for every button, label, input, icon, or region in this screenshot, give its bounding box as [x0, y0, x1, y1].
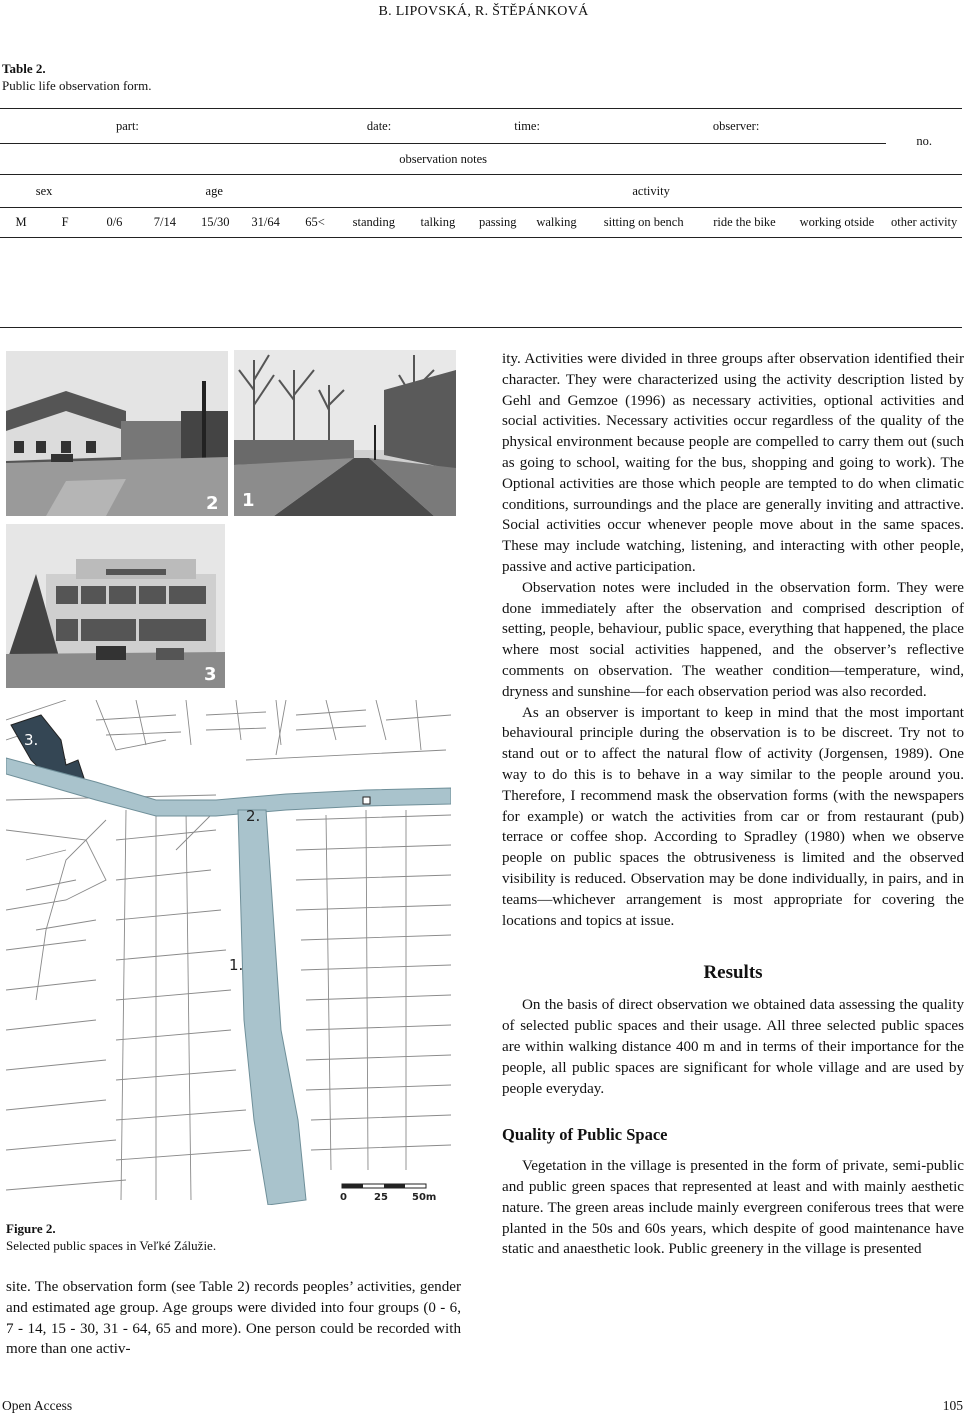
cell-activity: activity: [340, 175, 962, 208]
paragraph: ity. Activities were divided in three groups after observation identified their character. They were characterized using the activity description listed by Gehl and Gemzoe (1996) as necessary activities, optional activities and social activities. Necessary activities occur regardless of the quality of the physical environment because people are compelled to carry them out (such as going to school, waiting for the bus, shopping and going to work). The Optional activities are those which people are tempted to do when climatic conditions, surroundings and the place are generally inviting and attractive. Social activities occur whenever people move about in the same spaces. These may include watching, listening, and interacting with other people, passive and active participation.: [502, 351, 964, 575]
map-label-3: 3.: [24, 731, 39, 749]
page-number: 105: [942, 1398, 963, 1413]
cell-age: age: [88, 175, 340, 208]
svg-text:0: 0: [340, 1192, 347, 1203]
cell-age-31-64: 31/64: [242, 208, 290, 238]
cell-observation-notes: observation notes: [0, 144, 886, 175]
photo-building-3: [6, 524, 225, 688]
subsection-heading-quality: Quality of Public Space: [502, 1125, 668, 1145]
paragraph: Vegetation in the village is presented in the form of private, semi-public and public green spaces that represented at least and with mainly aesthetic nature. The green areas include mainly evergreen coniferous trees that were planted in the 50s and 60s years, which despite of good maintenance have static and anaesthetic look. Public greenery in the village is presented: [502, 1158, 964, 1258]
cell-age-7-14: 7/14: [141, 208, 189, 238]
cell-age-65: 65<: [290, 208, 340, 238]
svg-text:25: 25: [374, 1192, 388, 1203]
site-map: [6, 700, 451, 1205]
cell-date: date:: [290, 109, 469, 144]
paragraph: As an observer is important to keep in mind that the most important behavioural principle during the observation is to be discreet. Try not to stand out or to affect the natural flow of activity (Jorgensen, 1989). One way to do this is to behave in a way similar to the people around you. Therefore, I recommend mask the observation forms (with the newspapers for example) or watch the activities from car or from restaurant (pub) terrace or coffee shop. According to Spradley (1980) when we observe people on public spaces the obtrusiveness is limited and the observed visibility is reduced. Observation may be done individually, in pairs, and in teams—whichever arrangement is most appropriate for covering the locations and topics at issue.: [502, 704, 964, 929]
table-title: Public life observation form.: [2, 78, 152, 93]
cell-f: F: [42, 208, 88, 238]
photo-number-3: 3: [204, 664, 217, 685]
cell-walking: walking: [527, 208, 586, 238]
figure-label: Figure 2.: [6, 1221, 56, 1236]
table-row: [0, 175, 962, 208]
svg-text:50m: 50m: [412, 1192, 437, 1203]
cell-age-0-6: 0/6: [88, 208, 141, 238]
cell-standing: standing: [340, 208, 407, 238]
table-label: Table 2.: [2, 61, 46, 76]
cell-sex: sex: [0, 175, 88, 208]
cell-no: no.: [886, 109, 962, 175]
cell-observer: observer:: [586, 109, 886, 144]
running-head: B. LIPOVSKÁ, R. ŠTĚPÁNKOVÁ: [378, 4, 589, 19]
paragraph: Observation notes were included in the observation form. They were done immediately after the observation and comprised description of setting, people, behaviour, public space, everything that happened, the place where most social activities happened, and the observer’s reflective comments on observation. The weather condition—temperature, wind, dryness and sunshine—for each observation period was also recorded.: [502, 579, 964, 700]
cell-passing: passing: [468, 208, 527, 238]
left-column-text: [6, 1277, 461, 1360]
cell-m: M: [0, 208, 42, 238]
cell-working-outside: working otside: [788, 208, 887, 238]
footer-open-access: Open Access: [2, 1398, 73, 1413]
cell-talking: talking: [407, 208, 468, 238]
photo-street-2: [6, 351, 228, 516]
cell-other-activity: other activity: [886, 208, 962, 238]
observation-form-table: [0, 108, 962, 238]
cell-time: time:: [468, 109, 586, 144]
section-heading-results: Results: [703, 962, 763, 984]
map-label-2: 2.: [246, 807, 261, 825]
table-row: [0, 109, 962, 144]
right-column-text: [502, 349, 964, 1260]
photo-number-2: 2: [206, 493, 219, 514]
photo-number-1: 1: [242, 490, 255, 511]
map-scale-bar: [340, 1184, 436, 1203]
cell-sitting-on-bench: sitting on bench: [586, 208, 702, 238]
cell-age-15-30: 15/30: [189, 208, 242, 238]
figure-caption: Selected public spaces in Veľké Zálužie.: [6, 1238, 217, 1253]
photo-avenue-1: [234, 350, 456, 516]
cell-ride-the-bike: ride the bike: [701, 208, 787, 238]
paragraph: On the basis of direct observation we obtained data assessing the quality of selected public spaces and their usage. All three selected public spaces are within walking distance 400 m and in terms of their importance for the people, all public spaces are significant for whole village and are used by people everyday.: [502, 997, 964, 1097]
cell-part: part:: [0, 109, 290, 144]
map-label-1: 1.: [229, 956, 244, 974]
table-bottom-rule: [0, 327, 962, 328]
table-row: [0, 208, 962, 238]
paragraph: site. The observation form (see Table 2) records peoples’ activities, gender and estimated age group. Age groups were divided into four groups (0 - 6, 7 - 14, 15 - 30, 31 - 64, 65 and more). One person could be recorded with more than one activ-: [6, 1279, 461, 1358]
table-row: [0, 144, 962, 175]
